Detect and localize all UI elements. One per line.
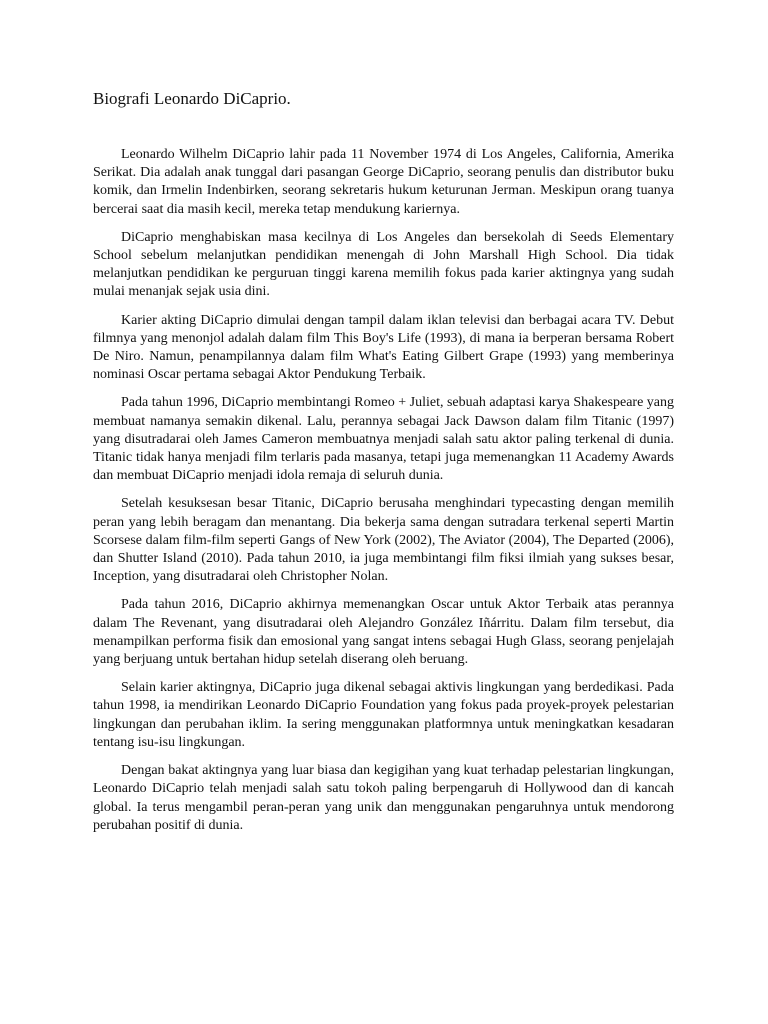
paragraph-2: DiCaprio menghabiskan masa kecilnya di Los Angeles dan bersekolah di Seeds Elementary School sebelum melanjutkan pendidikan menengah di John Marshall High School. Dia tidak melanjutkan pendidikan ke perguruan tinggi karena memilih fokus pada karier aktingnya yang sudah mulai menanjak sejak usia dini. [93, 229, 674, 300]
document-page [93, 88, 674, 845]
paragraph-8: Dengan bakat aktingnya yang luar biasa dan kegigihan yang kuat terhadap pelestarian lingkungan, Leonardo DiCaprio telah menjadi salah satu tokoh paling berpengaruh di Hollywood dan di kancah global. Ia terus mengambil peran-peran yang unik dan menggunakan pengaruhnya untuk mendorong perubahan positif di dunia. [93, 763, 674, 833]
paragraph-4: Pada tahun 1996, DiCaprio membintangi Romeo + Juliet, sebuah adaptasi karya Shakespeare yang membuat namanya semakin dikenal. Lalu, perannya sebagai Jack Dawson dalam film Titanic (1997) yang disutradarai oleh James Cameron membuatnya menjadi salah satu aktor paling terkenal di dunia. Titanic tidak hanya menjadi film terlaris pada masanya, tetapi juga memenangkan 11 Academy Awards dan membuat DiCaprio menjadi idola remaja di seluruh dunia. [93, 395, 674, 484]
paragraph-3: Karier akting DiCaprio dimulai dengan tampil dalam iklan televisi dan berbagai acara TV. Debut filmnya yang menonjol adalah dalam film This Boy's Life (1993), di mana ia berperan bersama Robert De Niro. Namun, penampilannya dalam film What's Eating Gilbert Grape (1993) yang memberinya nominasi Oscar pertama sebagai Aktor Pendukung Terbaik. [93, 312, 674, 383]
paragraph-6: Pada tahun 2016, DiCaprio akhirnya memenangkan Oscar untuk Aktor Terbaik atas perannya dalam The Revenant, yang disutradarai oleh Alejandro González Iñárritu. Dalam film tersebut, dia menampilkan performa fisik dan emosional yang sangat intens sebagai Hugh Glass, seorang penjelajah yang berjuang untuk bertahan hidup setelah diserang oleh beruang. [93, 597, 674, 668]
paragraph-1: Leonardo Wilhelm DiCaprio lahir pada 11 November 1974 di Los Angeles, California, Amerika Serikat. Dia adalah anak tunggal dari pasangan George DiCaprio, seorang penulis dan distributor buku komik, dan Irmelin Indenbirken, seorang sekretaris hukum keturunan Jerman. Meskipun orang tuanya bercerai saat dia masih kecil, mereka tetap mendukung kariernya. [93, 147, 674, 217]
paragraph-7: Selain karier aktingnya, DiCaprio juga dikenal sebagai aktivis lingkungan yang berdedikasi. Pada tahun 1998, ia mendirikan Leonardo DiCaprio Foundation yang fokus pada proyek-proyek pelestarian lingkungan dan perubahan iklim. Ia sering menggunakan platformnya untuk meningkatkan kesadaran tentang isu-isu lingkungan. [93, 680, 674, 750]
paragraph-5: Setelah kesuksesan besar Titanic, DiCaprio berusaha menghindari typecasting dengan memilih peran yang lebih beragam dan menantang. Dia bekerja sama dengan sutradara terkenal seperti Martin Scorsese dalam film-film seperti Gangs of New York (2002), The Aviator (2004), The Departed (2006), dan Shutter Island (2010). Pada tahun 2010, ia juga membintangi film fiksi ilmiah yang sukses besar, Inception, yang disutradarai oleh Christopher Nolan. [93, 496, 674, 585]
document-title: Biografi Leonardo DiCaprio. [93, 89, 291, 108]
document-body [93, 146, 674, 835]
